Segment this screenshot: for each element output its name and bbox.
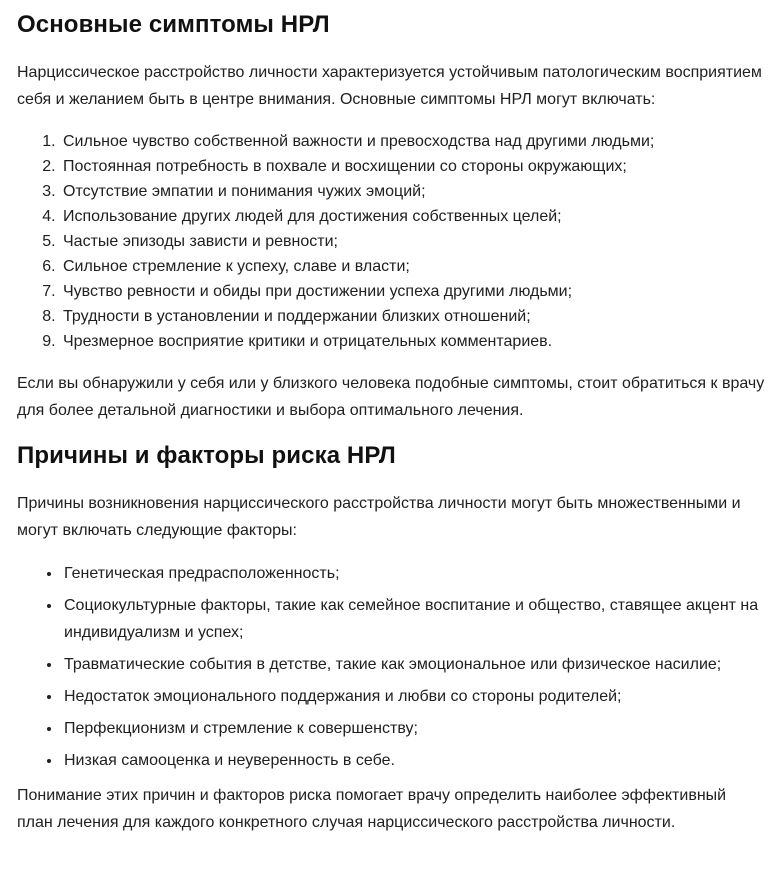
section-causes [17, 440, 765, 836]
list-item: 8. Трудности в установлении и поддержании близких отношений; [60, 304, 765, 329]
list-item: 2. Постоянная потребность в похвале и восхищении со стороны окружающих; [60, 154, 765, 179]
list-item: • Перфекционизм и стремление к совершенству; [62, 715, 765, 742]
causes-bullet-list [17, 560, 765, 774]
causes-outro-paragraph: Понимание этих причин и факторов риска помогает врачу определить наиболее эффективный план лечения для каждого конкретного случая нарциссического расстройства личности. [17, 787, 727, 831]
list-item: • Генетическая предрасположенность; [62, 560, 765, 587]
causes-intro-paragraph: Причины возникновения нарциссического расстройства личности могут быть множественными и могут включать следующие факторы: [17, 495, 741, 539]
causes-heading: Причины и факторы риска НРЛ [17, 442, 396, 469]
symptoms-outro-paragraph: Если вы обнаружили у себя или у близкого человека подобные симптомы, стоит обратиться к врачу для более детальной диагностики и выбора оптимального лечения. [17, 375, 765, 419]
list-item: 1. Сильное чувство собственной важности и превосходства над другими людьми; [60, 129, 765, 154]
symptoms-numbered-list [17, 129, 765, 354]
section-symptoms [17, 9, 765, 424]
symptoms-intro-paragraph: Нарциссическое расстройство личности характеризуется устойчивым патологическим восприятием себя и желанием быть в центре внимания. Основные симптомы НРЛ могут включать: [17, 64, 762, 108]
list-item: 6. Сильное стремление к успеху, славе и власти; [60, 254, 765, 279]
symptoms-heading: Основные симптомы НРЛ [17, 11, 330, 38]
list-item: 5. Частые эпизоды зависти и ревности; [60, 229, 765, 254]
list-item: • Недостаток эмоционального поддержания и любви со стороны родителей; [62, 683, 765, 710]
list-item: • Социокультурные факторы, такие как семейное воспитание и общество, ставящее акцент на индивидуализм и успех; [62, 592, 765, 646]
list-item: • Травматические события в детстве, такие как эмоциональное или физическое насилие; [62, 651, 765, 678]
list-item: 3. Отсутствие эмпатии и понимания чужих эмоций; [60, 179, 765, 204]
list-item: 9. Чрезмерное восприятие критики и отрицательных комментариев. [60, 329, 765, 354]
list-item: 7. Чувство ревности и обиды при достижении успеха другими людьми; [60, 279, 765, 304]
list-item: • Низкая самооценка и неуверенность в себе. [62, 747, 765, 774]
list-item: 4. Использование других людей для достижения собственных целей; [60, 204, 765, 229]
